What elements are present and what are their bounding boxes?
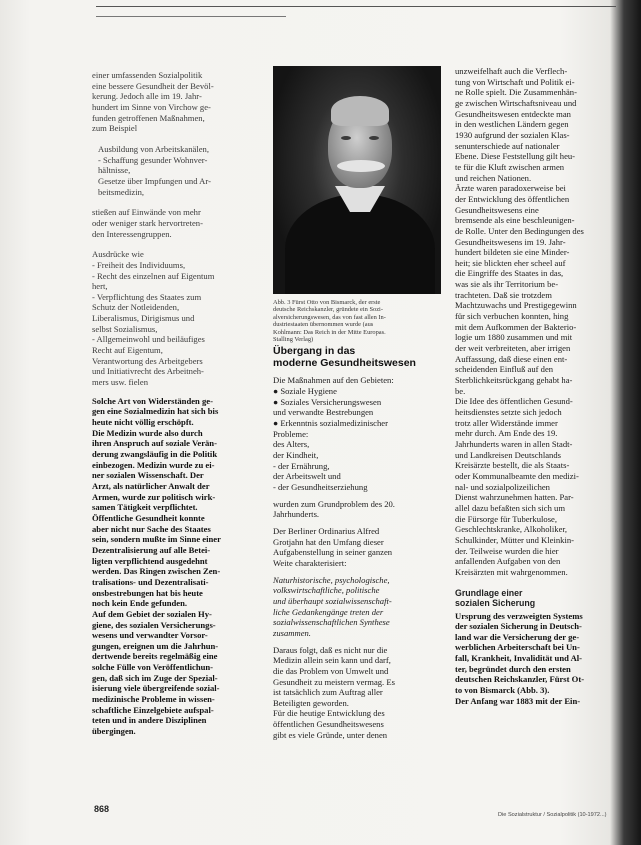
grotjahn-quote: Naturhistorische, psychologische, volkswirtschaftliche, politische und überhaupt sozialwissenschaft- liche Gedankengänge treten der sozialwissenschaftlichen Synthese zusammen. [273,574,392,638]
portrait-mustache [337,160,385,172]
column-right [455,66,620,706]
portrait-eyes [341,136,379,140]
section-heading-transition: Übergang in das moderne Gesundheitswesen [273,345,416,370]
intro-paragraph: einer umfassenden Sozialpolitik eine bessere Gesundheit der Bevöl- kerung. Jedoch alle im 19. Jahr- hundert im Sinne von Virchow ge- funden getroffenen Maßnahmen, zum Beispiel [92,70,214,134]
section-heading-social-security: Grundlage einer sozialen Sicherung [455,587,536,608]
page-number: 868 [94,804,110,814]
measures-paragraph: Die Maßnahmen auf den Gebieten: ● Soziale Hygiene ● Soziales Versicherungswesen und verwandte Bestrebungen ● Erkenntnis sozialmedizinischer Probleme: des Alters, der Kindheit, - der Ernährung, der Arbeitswelt und - der Gesundheitserziehung [273,375,394,492]
objections-paragraph: stießen auf Einwände von mehr oder weniger stark hervortreten- den Interessengruppen. [92,207,203,239]
column-left [92,70,260,737]
terms-list: - Freiheit des Individuums, - Recht des einzelnen auf Eigentum hert, - Verpflichtung des Staates zum Schutz der Notleidenden, Liberalismus, Dirigismus und selbst Sozialismus, - Allgemeinwohl und beiläufiges Recht auf Eigentum, Verantwortung des Arbeitgebers und Initiativrecht des Arbeitneh- mers usw. fielen [92,259,215,388]
grotjahn-paragraph: Der Berliner Ordinarius Alfred Grotjahn hat den Umfang dieser Aufgabenstellung in seiner ganzen Weite charakterisiert: [273,525,393,568]
portrait-head [331,96,389,126]
problem-paragraph: wurden zum Grundproblem des 20. Jahrhunderts. [273,498,395,520]
bismarck-portrait [273,66,441,294]
page-footer: Die Sozialstruktur / Sozialpolitik (10-1972...) [498,812,607,818]
measures-list: Ausbildung von Arbeitskanälen, - Schaffung gesunder Wohnver- hältnisse, Gesetze über Impfungen und Ar- beitsmedizin, [98,143,211,197]
top-rule-short [96,16,286,17]
figure-caption: Abb. 3 Fürst Otto von Bismarck, der erste deutsche Reichskanzler, gründete ein Sozi- alversicherungswesen, das von fast allen In- dustriestaaten übernommen wurde (aus Kohlmann: Das Reich in der Mitte Europas. Stalling Verlag) [273,299,386,344]
social-security-paragraph: Ursprung des verzweigten Systems der sozialen Sicherung in Deutsch- land war die Versicherung der ge- werblichen Arbeiterschaft bei Un- fall, Krankheit, Invalidität und Al- ter, begründet durch den ersten deutschen Reichskanzler, Fürst Ot- to von Bismarck (Abb. 3). Der Anfang war 1883 mit der Ein- [455,610,585,706]
resistance-paragraph: Solche Art von Widerständen ge- gen eine Sozialmedizin hat sich bis heute nicht völlig erschöpft. Die Medizin wurde also durch ihren Anspruch auf soziale Verän- derung zwangsläufig in die Politik einbezogen. Medizin wurde zu ei- ner sozialen Wissenschaft. Der Arzt, als natürlicher Anwalt der Armen, wurde zur politisch wirk- samen Tätigkeit verpflichtet. Öffentliche Gesundheit konnte aber nicht nur Sache des Staates sein, sondern mußte im Sinne einer Dezentralisierung auf alle Betei- ligten verpflichtend ausgedehnt werden. Das Ringen zwischen Zen- tralisations- und Dezentralisati- onsbestrebungen hat bis heute noch kein Ende gefunden. Auf dem Gebiet der sozialen Hy- giene, des sozialen Versicherungs- wesens und verwandter Vorsor- gungen, ereignen um die Jahrhun- dertwende bereits regelmäßig eine solche Fülle von Veröffentlichun- gen, daß sich im Zuge der Spezial- isierung viele übergreifende sozial- medizinische Probleme in wissen- schaftliche Einzelgebiete aufspal- teten und in andere Disziplinen übergingen. [92,395,221,737]
column-middle [273,66,443,740]
terms-intro: Ausdrücke wie [92,249,144,260]
top-rule [96,6,616,7]
conclusion-paragraph: Daraus folgt, daß es nicht nur die Medizin allein sein kann und darf, die das Problem von Umwelt und Gesundheit zu meistern vermag. Es ist tatsächlich zum Auftrag aller Beteiligten geworden. Für die heutige Entwicklung des öffentlichen Gesundheitswesens gibt es viele Gründe, unter denen [273,644,395,740]
public-health-paragraph: unzweifelhaft auch die Verflech- tung von Wirtschaft und Politik ei- ne Rolle spielt. Die Zusammenhän- ge zwischen Wirtschaftsniveau und Gesundheitswesen entdeckte man in den westlichen Ländern gegen 1930 aufgrund der sozialen Klas- senunterschiede auf nationaler Ebene. Diese Feststellung gilt heu- te für die Kluft zwischen armen und reichen Nationen. Ärzte waren paradoxerweise bei der Entwicklung des öffentlichen Gesundheitswesens eine bremsende als eine beschleunigen- de Rolle. Unter den Bedingungen des Gesundheitswesens im 19. Jahr- hundert bildeten sie eine Minder- heit; sie blickten eher scheel auf die Eingriffe des Staates in das, was sie als ihr Territorium be- trachteten. Daß sie trotzdem Machtzuwachs und Prestigegewinn für sich verbuchen konnten, hing mit dem Aufkommen der Bakterio- logie um 1880 zusammen und mit der weit verbreiteten, aber irrigen Auffassung, daß diese einen ent- scheidenden Einfluß auf den Sterblichkeitsrückgang gehabt ha- be. Die Idee des öffentlichen Gesund- heitsdienstes setzte sich jedoch trotz aller Widerstände immer mehr durch. Am Ende des 19. Jahrhunderts waren in allen Stadt- und Landkreisen Deutschlands Kreisärzte bestellt, die als Staats- oder Kommunalbeamte den medizi- nal- und sozialpolizeilichen Dienst wahrzunehmen hatten. Par- allel dazu befaßten sich sich um die Fürsorge für Tuberkulose, Geschlechtskranke, Alkoholiker, Schulkinder, Mütter und Kleinkin- der. Teilweise wurden die hier anfallenden Aufgaben von den Kreisärzten mit wahrgenommen. [455,66,584,577]
